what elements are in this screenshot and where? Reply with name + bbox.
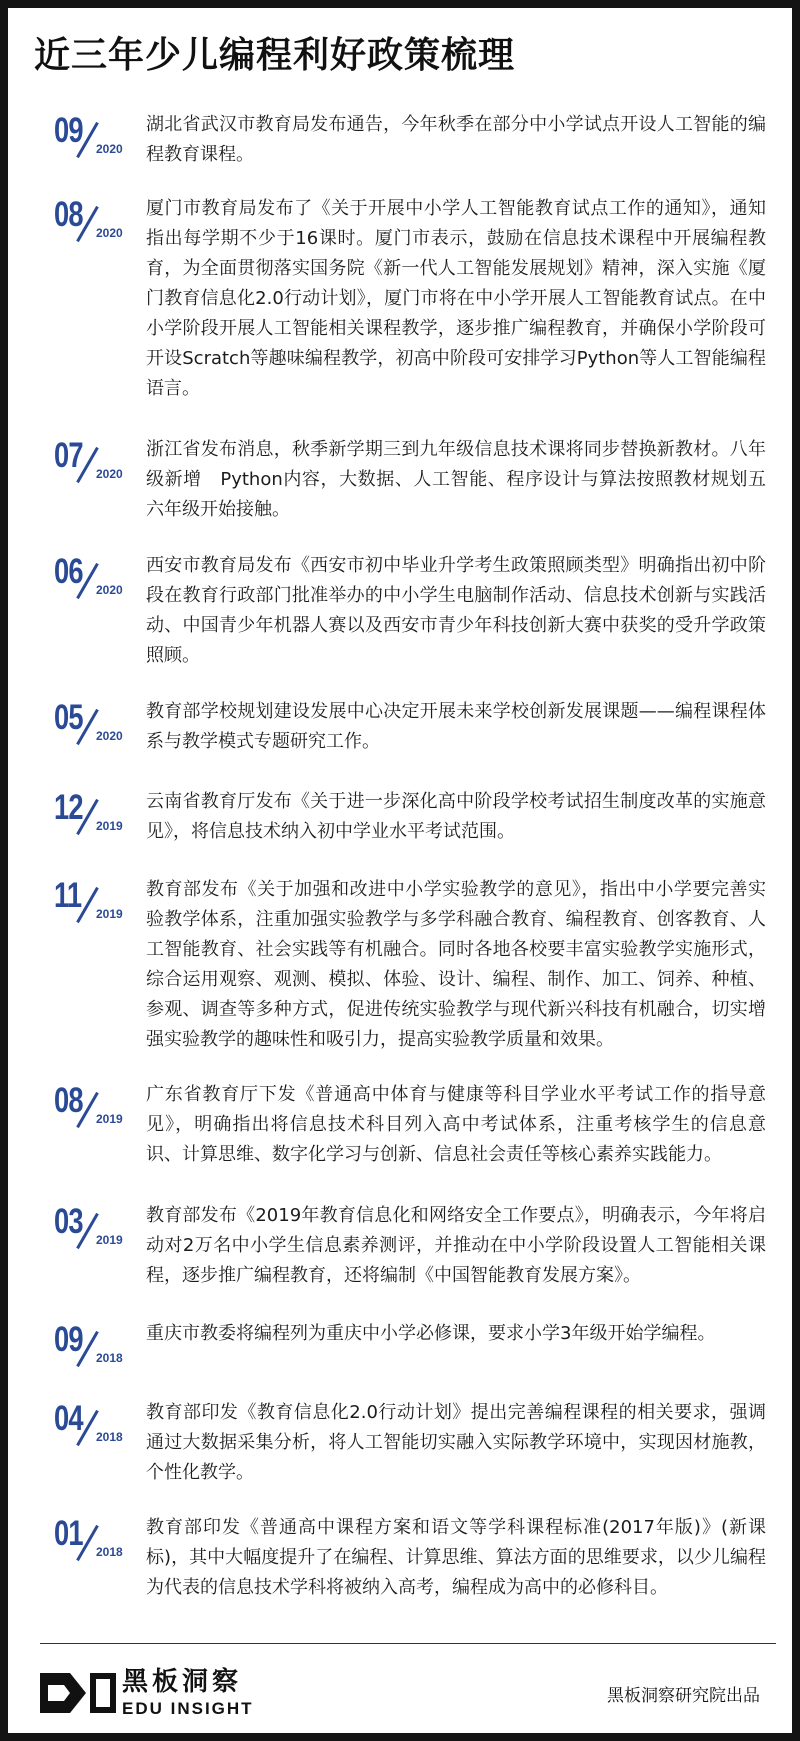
entry-month: 07 <box>54 436 83 475</box>
entry-month: 11 <box>54 876 82 915</box>
entry-date <box>54 1399 128 1454</box>
entry-year: 2019 <box>96 907 123 921</box>
entry-date <box>54 1081 128 1136</box>
entry-year: 2018 <box>96 1545 123 1559</box>
entry-month: 04 <box>54 1399 83 1438</box>
page-title: 近三年少儿编程利好政策梳理 <box>34 35 516 76</box>
entry-text: 西安市教育局发布《西安市初中毕业升学考生政策照顾类型》明确指出初中阶段在教育行政部门批准举办的中小学生电脑制作活动、信息技术创新与实践活动、中国青少年机器人赛以及西安市青少年科技创新大赛中获奖的受升学政策照顾。 <box>146 555 766 666</box>
entry-month: 09 <box>54 111 83 150</box>
entry-month: 05 <box>54 698 83 737</box>
entry-date <box>54 1514 128 1569</box>
entry-month: 09 <box>54 1320 83 1359</box>
entry-year: 2019 <box>96 1233 123 1247</box>
edu-insight-logo-icon <box>40 1671 120 1715</box>
entry-date <box>54 195 128 250</box>
entry-year: 2020 <box>96 226 123 240</box>
entry-text: 教育部学校规划建设发展中心决定开展未来学校创新发展课题——编程课程体系与教学模式专题研究工作。 <box>146 701 766 752</box>
entry-date <box>54 552 128 607</box>
entry-text: 教育部发布《关于加强和改进中小学实验教学的意见》，指出中小学要完善实验教学体系，注重加强实验教学与多学科融合教育、编程教育、创客教育、人工智能教育、社会实践等有机融合。同时各地各校要丰富实验教学实施形式，综合运用观察、观测、模拟、体验、设计、编程、制作、加工、饲养、种植、参观、调查等多种方式，促进传统实验教学与现代新兴科技有机融合，切实增强实验教学的趣味性和吸引力，提高实验教学质量和效果。 <box>146 879 766 1050</box>
entry-text: 教育部发布《2019年教育信息化和网络安全工作要点》，明确表示，今年将启动对2万名中小学生信息素养测评，并推动在中小学阶段设置人工智能相关课程，逐步推广编程教育，还将编制《中国智能教育发展方案》。 <box>146 1205 766 1286</box>
entry-date <box>54 1202 128 1257</box>
entry-text: 云南省教育厅发布《关于进一步深化高中阶段学校考试招生制度改革的实施意见》，将信息技术纳入初中学业水平考试范围。 <box>146 791 766 842</box>
entry-year: 2020 <box>96 142 123 156</box>
entry-text: 重庆市教委将编程列为重庆中小学必修课，要求小学3年级开始学编程。 <box>146 1323 716 1344</box>
entry-month: 12 <box>54 788 83 827</box>
entry-year: 2018 <box>96 1430 123 1444</box>
entry-year: 2020 <box>96 467 123 481</box>
entry-date <box>54 876 128 931</box>
publisher-credit: 黑板洞察研究院出品 <box>607 1686 760 1706</box>
entry-year: 2020 <box>96 729 123 743</box>
entry-year: 2018 <box>96 1351 123 1365</box>
footer-divider <box>40 1643 776 1644</box>
entry-month: 08 <box>54 1081 83 1120</box>
entry-date <box>54 436 128 491</box>
entry-text: 厦门市教育局发布了《关于开展中小学人工智能教育试点工作的通知》，通知指出每学期不少于16课时。厦门市表示，鼓励在信息技术课程中开展编程教育，为全面贯彻落实国务院《新一代人工智能发展规划》精神，深入实施《厦门教育信息化2.0行动计划》，厦门市将在中小学开展人工智能教育试点。在中小学阶段开展人工智能相关课程教学，逐步推广编程教育，并确保小学阶段可开设Scratch等趣味编程教学，初高中阶段可安排学习Python等人工智能编程语言。 <box>146 198 766 399</box>
entry-date <box>54 1320 128 1375</box>
entry-year: 2020 <box>96 583 123 597</box>
entry-text: 广东省教育厅下发《普通高中体育与健康等科目学业水平考试工作的指导意见》，明确指出将信息技术科目列入高中考试体系，注重考核学生的信息意识、计算思维、数字化学习与创新、信息社会责任等核心素养实践能力。 <box>146 1084 766 1165</box>
entry-year: 2019 <box>96 819 123 833</box>
entry-date <box>54 698 128 753</box>
entry-year: 2019 <box>96 1112 123 1126</box>
entry-text: 教育部印发《教育信息化2.0行动计划》提出完善编程课程的相关要求，强调通过大数据采集分析，将人工智能切实融入实际教学环境中，实现因材施教，个性化教学。 <box>146 1402 766 1483</box>
entry-month: 03 <box>54 1202 83 1241</box>
entry-month: 08 <box>54 195 83 234</box>
entry-text: 湖北省武汉市教育局发布通告，今年秋季在部分中小学试点开设人工智能的编程教育课程。 <box>146 114 766 165</box>
brand-name-en: EDU INSIGHT <box>122 1699 254 1718</box>
entry-month: 06 <box>54 552 83 591</box>
entry-text: 浙江省发布消息，秋季新学期三到九年级信息技术课将同步替换新教材。八年级新增 Python内容，大数据、人工智能、程序设计与算法按照教材规划五六年级开始接触。 <box>146 439 766 520</box>
brand-name-cn: 黑板洞察 <box>122 1667 243 1697</box>
entry-text: 教育部印发《普通高中课程方案和语文等学科课程标准(2017年版)》(新课标)，其中大幅度提升了在编程、计算思维、算法方面的思维要求，以少儿编程为代表的信息技术学科将被纳入高考，编程成为高中的必修科目。 <box>146 1517 766 1598</box>
entry-date <box>54 788 128 843</box>
entry-month: 01 <box>54 1514 83 1553</box>
entry-date <box>54 111 128 166</box>
